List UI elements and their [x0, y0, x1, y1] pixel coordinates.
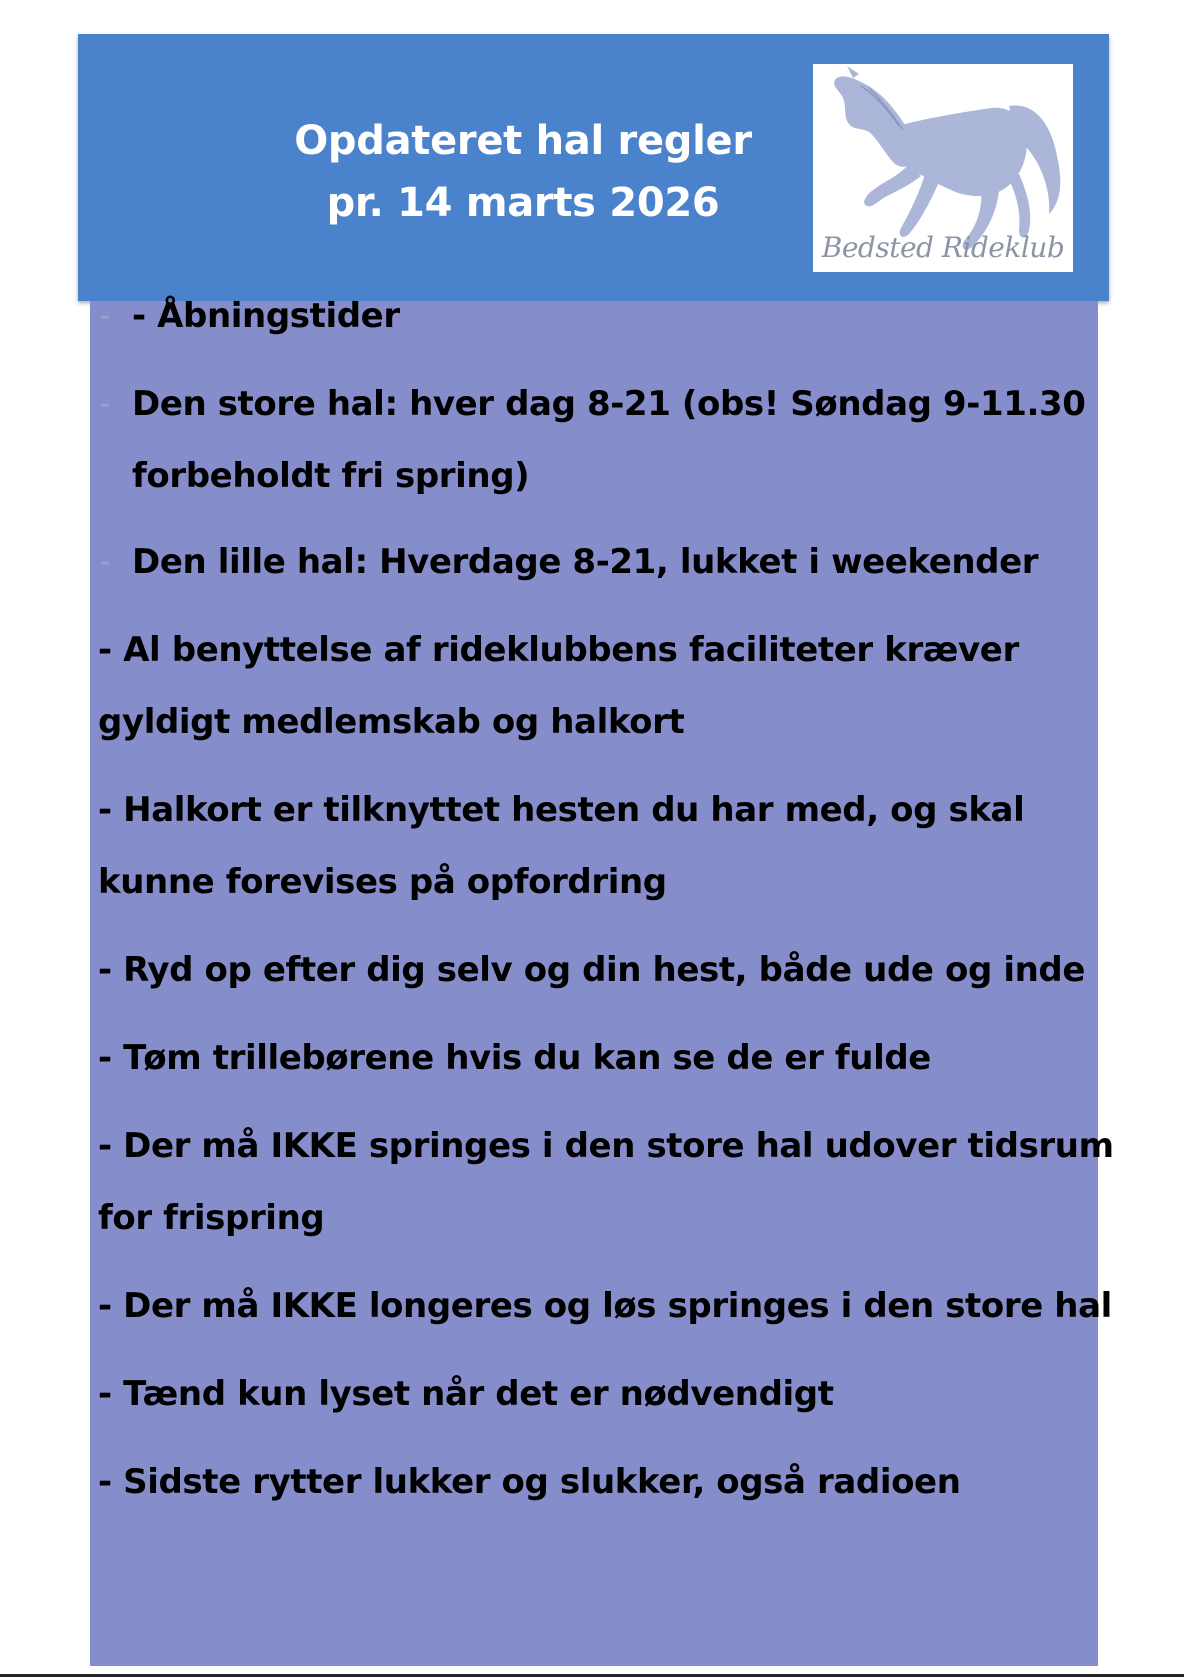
bullet-icon: – [100, 304, 110, 328]
page-bottom-border [0, 1674, 1184, 1677]
rule-text: for frispring [98, 1198, 325, 1238]
rule-last-rider [98, 1443, 961, 1521]
title-line-1: Opdateret hal regler [294, 118, 752, 164]
rule-clean-up [98, 931, 1085, 1009]
rule-text: - Sidste rytter lukker og slukker, også radioen [98, 1462, 961, 1502]
rule-membership-cont [98, 683, 684, 761]
rule-no-jumping-cont [98, 1179, 324, 1257]
rule-no-jumping [98, 1107, 1114, 1185]
rule-text: - Ryd op efter dig selv og din hest, både ude og inde [98, 950, 1085, 990]
rule-small-hall [100, 523, 1039, 601]
bullet-icon: – [100, 550, 110, 574]
rule-lights [98, 1355, 834, 1433]
rule-big-hall-cont [132, 437, 529, 515]
rule-text: forbeholdt fri spring) [132, 456, 530, 496]
rule-text: Den store hal: hver dag 8-21 (obs! Søndag 9-11.30 [132, 384, 1086, 424]
rule-text: kunne forevises på opfordring [98, 862, 667, 902]
rule-text: - Åbningstider [132, 296, 400, 336]
rule-text: - Al benyttelse af rideklubbens faciliteter kræver [98, 630, 1019, 670]
header-banner [78, 34, 1109, 301]
rule-hall-card-cont [98, 843, 667, 921]
rule-text: - Tøm trillebørene hvis du kan se de er fulde [98, 1038, 931, 1078]
rule-hall-card [98, 771, 1024, 849]
rule-wheelbarrows [98, 1019, 931, 1097]
rule-text: gyldigt medlemskab og halkort [98, 702, 685, 742]
bullet-icon: – [100, 392, 110, 416]
rule-membership [98, 611, 1019, 689]
rule-text: - Halkort er tilknyttet hesten du har med, og skal [98, 790, 1025, 830]
rule-big-hall [100, 365, 1086, 443]
rule-no-lunging [98, 1267, 1112, 1345]
logo-text: Bedsted Rideklub [821, 231, 1065, 264]
rule-text: Den lille hal: Hverdage 8-21, lukket i weekender [132, 542, 1039, 582]
rule-text: - Der må IKKE longeres og løs springes i den store hal [98, 1286, 1112, 1326]
rule-text: - Tænd kun lyset når det er nødvendigt [98, 1374, 834, 1414]
rule-text: - Der må IKKE springes i den store hal udover tidsrum [98, 1126, 1114, 1166]
club-logo [813, 64, 1073, 272]
rule-opening-hours [100, 277, 400, 355]
title-line-2: pr. 14 marts 2026 [326, 180, 720, 226]
rules-panel [90, 296, 1114, 1666]
